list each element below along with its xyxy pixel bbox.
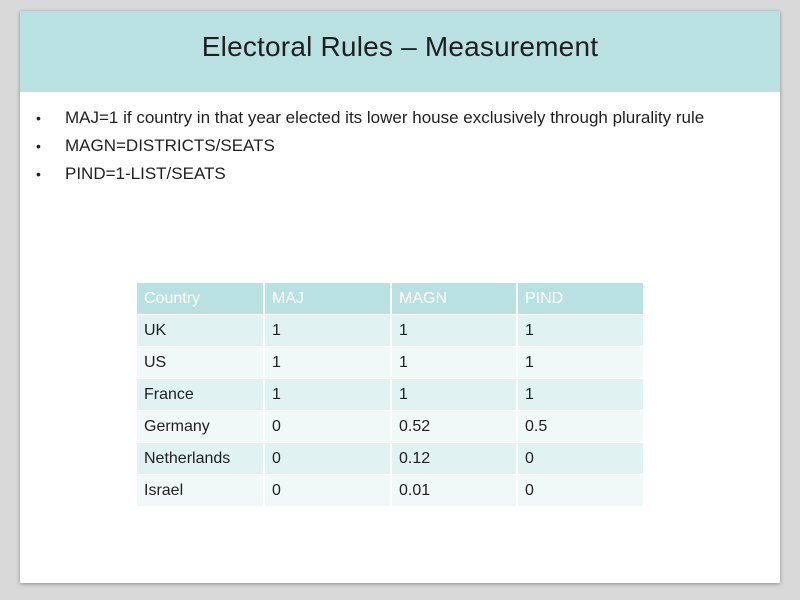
cell-maj: 0 — [264, 443, 391, 475]
cell-country: Netherlands — [137, 443, 264, 475]
electoral-rules-table — [137, 283, 643, 507]
cell-pind: 0.5 — [517, 411, 643, 443]
bullet-text: MAGN=DISTRICTS/SEATS — [65, 136, 275, 155]
cell-magn: 1 — [391, 347, 517, 379]
table-row — [137, 347, 643, 379]
header-maj: MAJ — [264, 283, 391, 315]
bullet-dot-icon: • — [36, 110, 41, 126]
cell-maj: 0 — [264, 475, 391, 507]
cell-pind: 1 — [517, 347, 643, 379]
cell-maj: 1 — [264, 379, 391, 411]
bullet-dot-icon: • — [36, 166, 41, 182]
cell-country: US — [137, 347, 264, 379]
bullet-item — [36, 162, 716, 186]
cell-maj: 1 — [264, 315, 391, 347]
header-pind: PIND — [517, 283, 643, 315]
cell-country: Israel — [137, 475, 264, 507]
bullet-dot-icon: • — [36, 138, 41, 154]
table-row — [137, 315, 643, 347]
table-header-row — [137, 283, 643, 315]
cell-maj: 1 — [264, 347, 391, 379]
cell-magn: 1 — [391, 379, 517, 411]
bullet-list — [36, 106, 716, 190]
cell-pind: 0 — [517, 443, 643, 475]
cell-magn: 0.12 — [391, 443, 517, 475]
slide — [20, 11, 780, 583]
header-country: Country — [137, 283, 264, 315]
slide-title: Electoral Rules – Measurement — [201, 31, 599, 62]
cell-pind: 0 — [517, 475, 643, 507]
bullet-text: MAJ=1 if country in that year elected its lower house exclusively through plurality rule — [65, 108, 705, 127]
table-row — [137, 475, 643, 507]
cell-country: France — [137, 379, 264, 411]
bullet-item — [36, 106, 716, 130]
cell-country: UK — [137, 315, 264, 347]
cell-pind: 1 — [517, 379, 643, 411]
table-row — [137, 443, 643, 475]
bullet-item — [36, 134, 716, 158]
header-magn: MAGN — [391, 283, 517, 315]
cell-magn: 0.52 — [391, 411, 517, 443]
bullet-text: PIND=1-LIST/SEATS — [65, 164, 226, 183]
cell-maj: 0 — [264, 411, 391, 443]
cell-magn: 0.01 — [391, 475, 517, 507]
cell-country: Germany — [137, 411, 264, 443]
table-row — [137, 379, 643, 411]
cell-pind: 1 — [517, 315, 643, 347]
cell-magn: 1 — [391, 315, 517, 347]
table-row — [137, 411, 643, 443]
